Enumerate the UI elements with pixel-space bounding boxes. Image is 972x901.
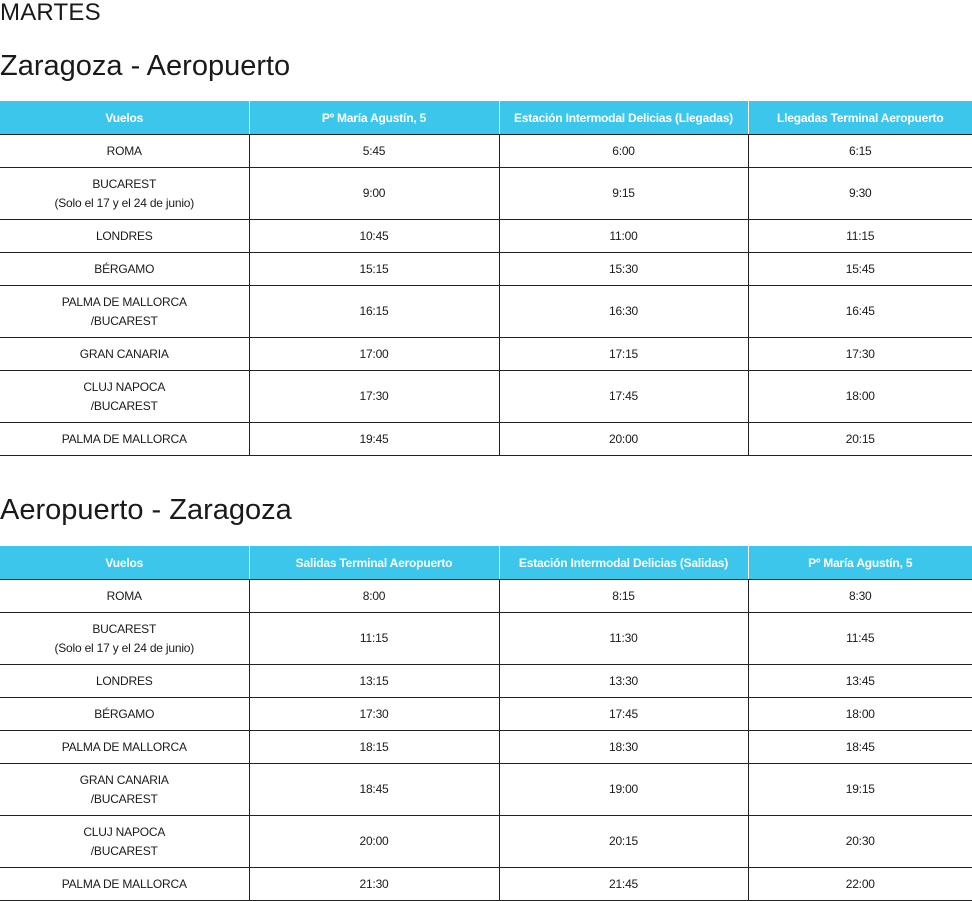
flight-name: BÉRGAMO <box>94 261 155 276</box>
time-cell-stop-2: 8:15 <box>499 580 748 613</box>
table-row <box>0 698 972 731</box>
table-row <box>0 220 972 253</box>
time-cell-stop-1: 15:15 <box>249 253 499 286</box>
day-title: MARTES <box>0 0 101 26</box>
time-cell-stop-3: 11:45 <box>748 613 972 665</box>
flight-cell <box>0 580 249 613</box>
flight-note: (Solo el 17 y el 24 de junio) <box>54 640 195 655</box>
header-stop-1: Salidas Terminal Aeropuerto <box>249 546 499 580</box>
flight-name: GRAN CANARIA <box>79 346 169 361</box>
header-stop-2: Estación Intermodal Delicias (Llegadas) <box>499 101 748 135</box>
flight-name: PALMA DE MALLORCA <box>61 876 187 891</box>
time-cell-stop-2: 9:15 <box>499 168 748 220</box>
time-cell-stop-2: 11:30 <box>499 613 748 665</box>
table-row <box>0 613 972 665</box>
time-cell-stop-3: 18:00 <box>748 371 972 423</box>
flight-name: CLUJ NAPOCA <box>83 824 166 839</box>
flight-cell <box>0 731 249 764</box>
table-row <box>0 665 972 698</box>
table-row <box>0 764 972 816</box>
time-cell-stop-2: 11:00 <box>499 220 748 253</box>
time-cell-stop-3: 20:30 <box>748 816 972 868</box>
flight-name: LONDRES <box>95 673 153 688</box>
time-cell-stop-1: 16:15 <box>249 286 499 338</box>
table-row <box>0 168 972 220</box>
time-cell-stop-3: 19:15 <box>748 764 972 816</box>
table-row <box>0 816 972 868</box>
flight-cell <box>0 168 249 220</box>
flight-name: ROMA <box>106 143 142 158</box>
time-cell-stop-3: 13:45 <box>748 665 972 698</box>
time-cell-stop-3: 8:30 <box>748 580 972 613</box>
time-cell-stop-1: 18:45 <box>249 764 499 816</box>
time-cell-stop-3: 18:45 <box>748 731 972 764</box>
flight-note: /BUCAREST <box>90 843 158 858</box>
flight-name: ROMA <box>106 588 142 603</box>
flight-name: GRAN CANARIA <box>79 772 169 787</box>
time-cell-stop-2: 21:45 <box>499 868 748 901</box>
time-cell-stop-1: 9:00 <box>249 168 499 220</box>
time-cell-stop-2: 15:30 <box>499 253 748 286</box>
flight-cell <box>0 220 249 253</box>
time-cell-stop-1: 13:15 <box>249 665 499 698</box>
time-cell-stop-1: 8:00 <box>249 580 499 613</box>
time-cell-stop-2: 17:15 <box>499 338 748 371</box>
flight-name: BÉRGAMO <box>94 706 155 721</box>
time-cell-stop-2: 17:45 <box>499 698 748 731</box>
time-cell-stop-1: 5:45 <box>249 135 499 168</box>
flight-name: PALMA DE MALLORCA <box>61 739 187 754</box>
flight-note: (Solo el 17 y el 24 de junio) <box>54 195 195 210</box>
table-row <box>0 423 972 456</box>
time-cell-stop-2: 16:30 <box>499 286 748 338</box>
flight-name: LONDRES <box>95 228 153 243</box>
time-cell-stop-3: 6:15 <box>748 135 972 168</box>
time-cell-stop-2: 19:00 <box>499 764 748 816</box>
table-header-row <box>0 546 972 580</box>
time-cell-stop-2: 20:15 <box>499 816 748 868</box>
table-body <box>0 580 972 901</box>
flight-cell <box>0 665 249 698</box>
table-header-row <box>0 101 972 135</box>
time-cell-stop-3: 20:15 <box>748 423 972 456</box>
time-cell-stop-3: 17:30 <box>748 338 972 371</box>
flight-cell <box>0 423 249 456</box>
flight-name: BUCAREST <box>92 176 157 191</box>
section-title-aeropuerto-zaragoza: Aeropuerto - Zaragoza <box>0 494 292 526</box>
flight-cell <box>0 764 249 816</box>
flight-name: PALMA DE MALLORCA <box>61 431 187 446</box>
time-cell-stop-3: 18:00 <box>748 698 972 731</box>
flight-name: PALMA DE MALLORCA <box>61 294 187 309</box>
time-cell-stop-2: 20:00 <box>499 423 748 456</box>
time-cell-stop-1: 21:30 <box>249 868 499 901</box>
time-cell-stop-3: 9:30 <box>748 168 972 220</box>
time-cell-stop-2: 6:00 <box>499 135 748 168</box>
time-cell-stop-1: 10:45 <box>249 220 499 253</box>
schedule-table-aeropuerto-zaragoza <box>0 546 972 901</box>
table-row <box>0 868 972 901</box>
header-stop-2: Estación Intermodal Delicias (Salidas) <box>499 546 748 580</box>
flight-cell <box>0 253 249 286</box>
flight-note: /BUCAREST <box>90 313 158 328</box>
flight-name: CLUJ NAPOCA <box>83 379 166 394</box>
flight-cell <box>0 698 249 731</box>
table-row <box>0 135 972 168</box>
time-cell-stop-1: 19:45 <box>249 423 499 456</box>
time-cell-stop-1: 17:30 <box>249 698 499 731</box>
header-flights: Vuelos <box>0 101 249 135</box>
flight-cell <box>0 868 249 901</box>
time-cell-stop-3: 15:45 <box>748 253 972 286</box>
flight-cell <box>0 135 249 168</box>
table-row <box>0 253 972 286</box>
flight-cell <box>0 371 249 423</box>
table-row <box>0 338 972 371</box>
time-cell-stop-3: 22:00 <box>748 868 972 901</box>
flight-cell <box>0 338 249 371</box>
header-stop-3: Llegadas Terminal Aeropuerto <box>748 101 972 135</box>
time-cell-stop-2: 17:45 <box>499 371 748 423</box>
time-cell-stop-3: 11:15 <box>748 220 972 253</box>
table-row <box>0 580 972 613</box>
flight-cell <box>0 816 249 868</box>
header-stop-1: Pº María Agustín, 5 <box>249 101 499 135</box>
table-row <box>0 371 972 423</box>
flight-name: BUCAREST <box>92 621 157 636</box>
table-body <box>0 135 972 456</box>
time-cell-stop-2: 13:30 <box>499 665 748 698</box>
table-row <box>0 731 972 764</box>
flight-note: /BUCAREST <box>90 398 158 413</box>
time-cell-stop-1: 17:30 <box>249 371 499 423</box>
flight-note: /BUCAREST <box>90 791 158 806</box>
header-stop-3: Pº María Agustín, 5 <box>748 546 972 580</box>
time-cell-stop-1: 20:00 <box>249 816 499 868</box>
time-cell-stop-1: 11:15 <box>249 613 499 665</box>
flight-cell <box>0 613 249 665</box>
flight-cell <box>0 286 249 338</box>
time-cell-stop-1: 18:15 <box>249 731 499 764</box>
section-title-zaragoza-aeropuerto: Zaragoza - Aeropuerto <box>0 50 291 82</box>
time-cell-stop-2: 18:30 <box>499 731 748 764</box>
table-row <box>0 286 972 338</box>
time-cell-stop-1: 17:00 <box>249 338 499 371</box>
schedule-table-zaragoza-aeropuerto <box>0 101 972 456</box>
time-cell-stop-3: 16:45 <box>748 286 972 338</box>
header-flights: Vuelos <box>0 546 249 580</box>
